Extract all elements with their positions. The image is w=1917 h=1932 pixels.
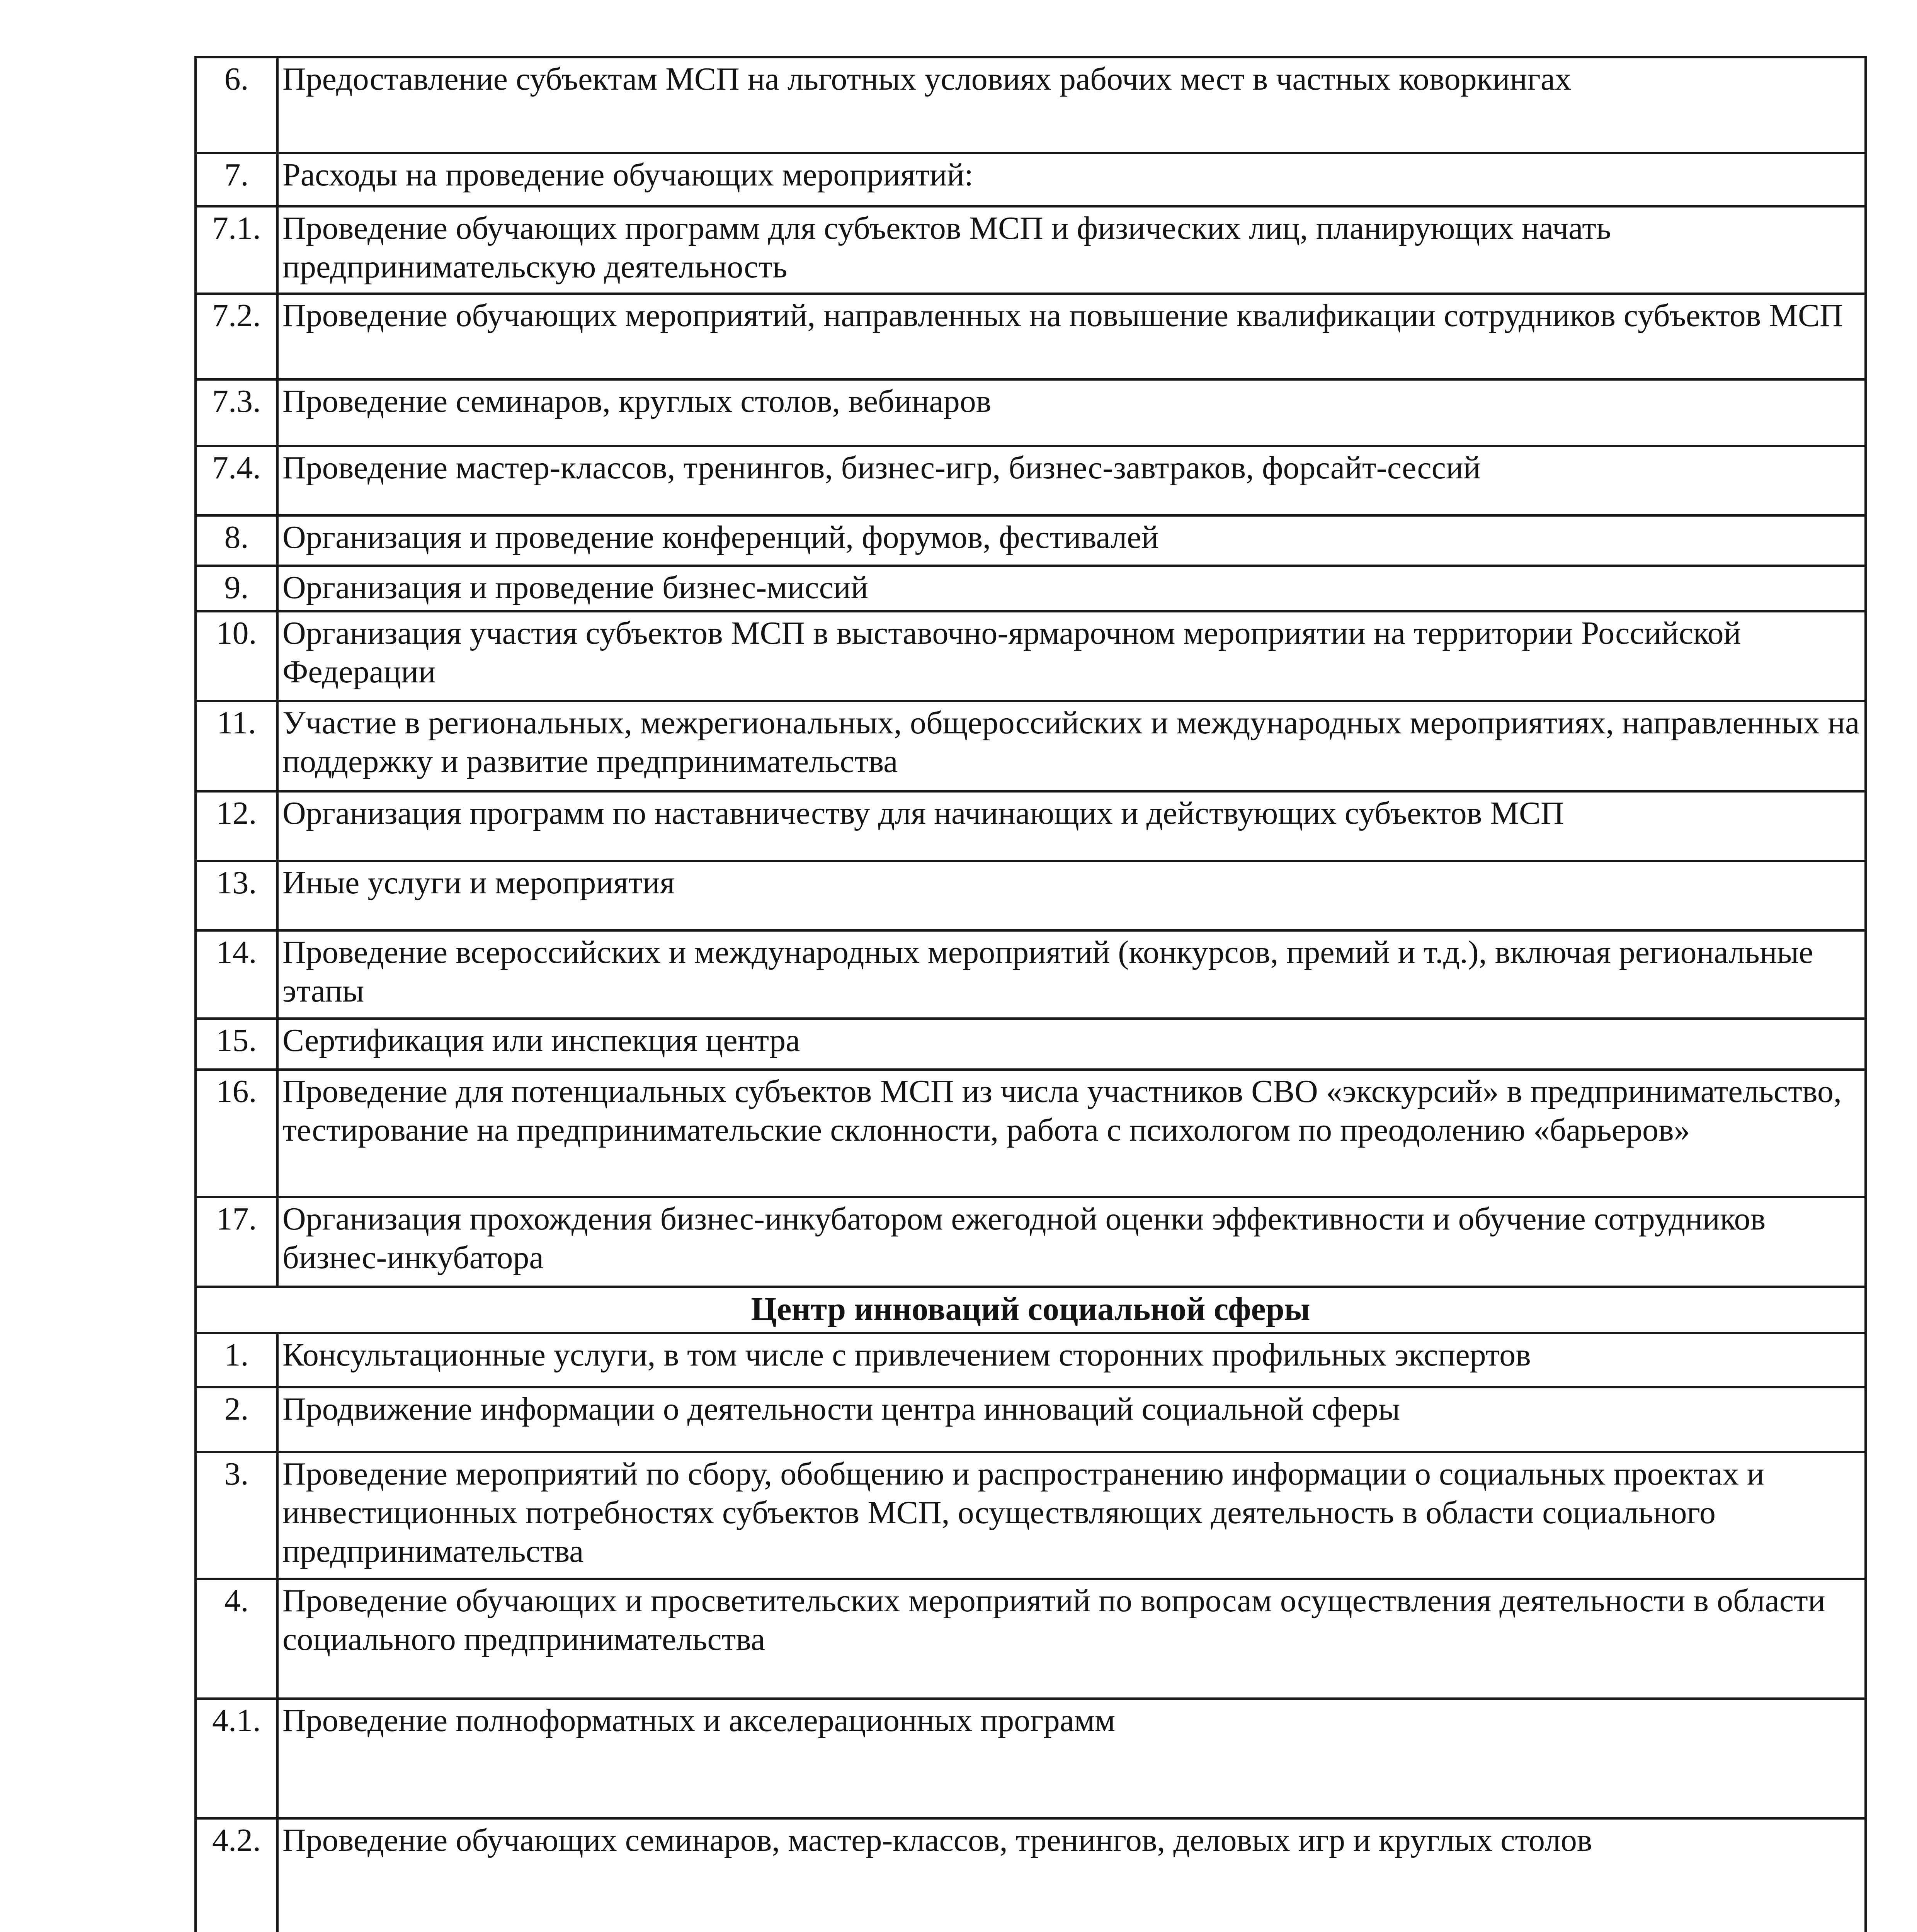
row-number: 4.1. bbox=[196, 1699, 277, 1818]
row-text: Проведение обучающих мероприятий, направленных на повышение квалификации сотрудников субъектов МСП bbox=[277, 294, 1866, 379]
row-text: Организация программ по наставничеству для начинающих и действующих субъектов МСП bbox=[277, 791, 1866, 861]
table-row bbox=[196, 1818, 1866, 1932]
table-row bbox=[196, 153, 1866, 206]
table-row bbox=[196, 566, 1866, 611]
row-text: Иные услуги и мероприятия bbox=[277, 861, 1866, 930]
row-number: 7.3. bbox=[196, 379, 277, 446]
row-number: 1. bbox=[196, 1333, 277, 1387]
table-row bbox=[196, 611, 1866, 701]
row-text: Проведение мастер-классов, тренингов, бизнес-игр, бизнес-завтраков, форсайт-сессий bbox=[277, 446, 1866, 515]
row-text: Проведение семинаров, круглых столов, вебинаров bbox=[277, 379, 1866, 446]
row-text: Организация прохождения бизнес-инкубатором ежегодной оценки эффективности и обучение сотрудников бизнес-инкубатора bbox=[277, 1197, 1866, 1287]
row-number: 11. bbox=[196, 701, 277, 791]
row-number: 7.4. bbox=[196, 446, 277, 515]
row-text: Проведение всероссийских и международных мероприятий (конкурсов, премий и т.д.), включая региональные этапы bbox=[277, 930, 1866, 1019]
table-row bbox=[196, 701, 1866, 791]
row-text: Предоставление субъектам МСП на льготных условиях рабочих мест в частных коворкингах bbox=[277, 57, 1866, 153]
row-text: Организация участия субъектов МСП в выставочно-ярмарочном мероприятии на территории Российской Федерации bbox=[277, 611, 1866, 701]
row-number: 15. bbox=[196, 1019, 277, 1070]
row-number: 4.2. bbox=[196, 1818, 277, 1932]
table-row bbox=[196, 861, 1866, 930]
row-text: Расходы на проведение обучающих мероприятий: bbox=[277, 153, 1866, 206]
row-text: Организация и проведение конференций, форумов, фестивалей bbox=[277, 515, 1866, 566]
table-row bbox=[196, 1452, 1866, 1579]
row-number: 14. bbox=[196, 930, 277, 1019]
table-row bbox=[196, 57, 1866, 153]
row-text: Проведение полноформатных и акселерационных программ bbox=[277, 1699, 1866, 1818]
row-text: Сертификация или инспекция центра bbox=[277, 1019, 1866, 1070]
row-text: Организация и проведение бизнес-миссий bbox=[277, 566, 1866, 611]
row-number: 3. bbox=[196, 1452, 277, 1579]
row-number: 9. bbox=[196, 566, 277, 611]
row-number: 10. bbox=[196, 611, 277, 701]
table-row bbox=[196, 1387, 1866, 1452]
table-row bbox=[196, 515, 1866, 566]
row-text: Участие в региональных, межрегиональных, общероссийских и международных мероприятиях, направленных на поддержку и развитие предпринимательства bbox=[277, 701, 1866, 791]
table-row bbox=[196, 1070, 1866, 1197]
row-number: 6. bbox=[196, 57, 277, 153]
row-text: Проведение обучающих программ для субъектов МСП и физических лиц, планирующих начать предпринимательскую деятельность bbox=[277, 206, 1866, 294]
row-text: Проведение обучающих и просветительских мероприятий по вопросам осуществления деятельности в области социального предпринимательства bbox=[277, 1579, 1866, 1699]
table-row bbox=[196, 1197, 1866, 1287]
table-row bbox=[196, 1579, 1866, 1699]
row-number: 17. bbox=[196, 1197, 277, 1287]
services-table bbox=[194, 56, 1867, 1932]
row-number: 2. bbox=[196, 1387, 277, 1452]
row-number: 7.1. bbox=[196, 206, 277, 294]
table-row bbox=[196, 1019, 1866, 1070]
section-header-row bbox=[196, 1287, 1866, 1333]
table-row bbox=[196, 791, 1866, 861]
row-number: 13. bbox=[196, 861, 277, 930]
table-row bbox=[196, 1333, 1866, 1387]
row-number: 8. bbox=[196, 515, 277, 566]
table-row bbox=[196, 930, 1866, 1019]
row-text: Проведение мероприятий по сбору, обобщению и распространению информации о социальных проектах и инвестиционных потребностях субъектов МСП, осуществляющих деятельность в области социального предпринимательства bbox=[277, 1452, 1866, 1579]
row-number: 7.2. bbox=[196, 294, 277, 379]
row-text: Проведение обучающих семинаров, мастер-классов, тренингов, деловых игр и круглых столов bbox=[277, 1818, 1866, 1932]
table-row bbox=[196, 446, 1866, 515]
row-number: 4. bbox=[196, 1579, 277, 1699]
row-text: Консультационные услуги, в том числе с привлечением сторонних профильных экспертов bbox=[277, 1333, 1866, 1387]
table-row bbox=[196, 1699, 1866, 1818]
table-row bbox=[196, 206, 1866, 294]
row-text: Продвижение информации о деятельности центра инноваций социальной сферы bbox=[277, 1387, 1866, 1452]
section-title: Центр инноваций социальной сферы bbox=[196, 1287, 1866, 1333]
row-number: 12. bbox=[196, 791, 277, 861]
row-number: 16. bbox=[196, 1070, 277, 1197]
table-row bbox=[196, 379, 1866, 446]
table-row bbox=[196, 294, 1866, 379]
row-number: 7. bbox=[196, 153, 277, 206]
row-text: Проведение для потенциальных субъектов МСП из числа участников СВО «экскурсий» в предпринимательство, тестирование на предпринимательские склонности, работа с психологом по преодолению «барьеров» bbox=[277, 1070, 1866, 1197]
